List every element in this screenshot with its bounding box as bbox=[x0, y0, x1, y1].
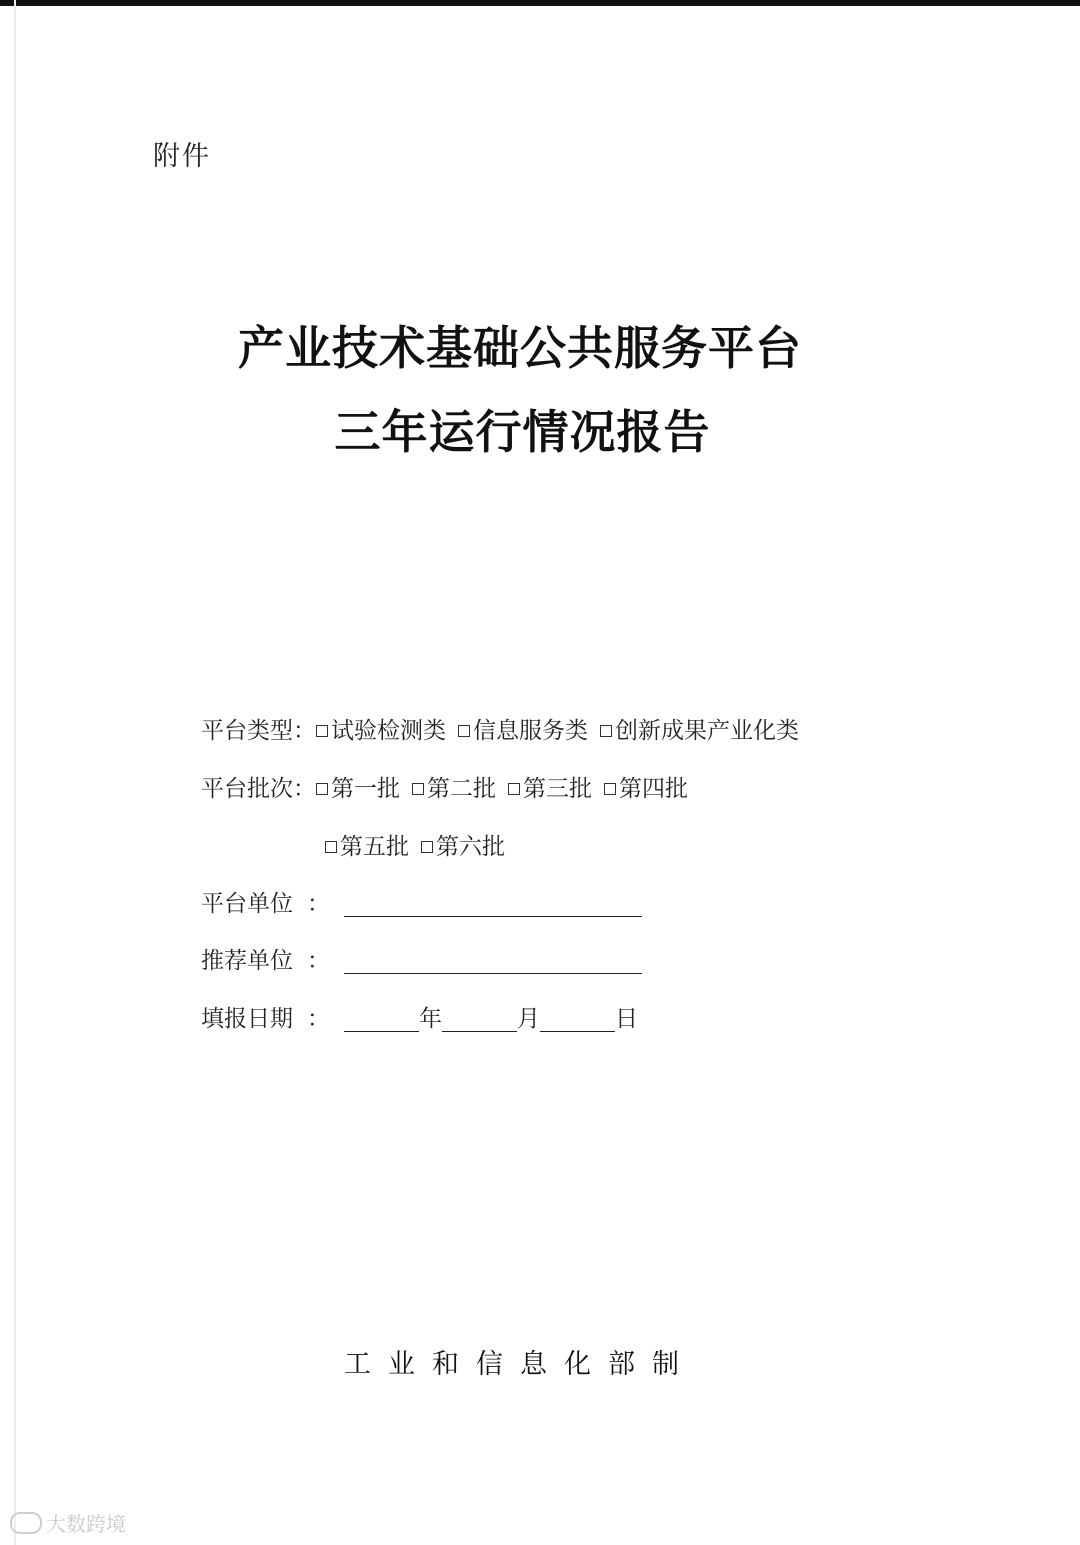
document-title-line-2: 三年运行情况报告 bbox=[334, 405, 711, 459]
month-field[interactable] bbox=[442, 1007, 517, 1032]
recommend-unit-row: 推荐单位 ： bbox=[201, 942, 642, 975]
platform-unit-field[interactable] bbox=[344, 892, 642, 917]
scan-top-edge bbox=[0, 0, 1080, 6]
month-label: 月 bbox=[517, 1006, 540, 1032]
recommend-unit-label: 推荐单位 bbox=[201, 948, 293, 974]
document-title-line-1: 产业技术基础公共服务平台 bbox=[238, 321, 802, 375]
platform-type-label: 平台类型： bbox=[201, 718, 316, 744]
checkbox-option[interactable]: 第六批 bbox=[421, 828, 505, 861]
checkbox-option[interactable]: 试验检测类 bbox=[316, 712, 446, 745]
day-field[interactable] bbox=[540, 1007, 615, 1032]
platform-batch-row bbox=[201, 770, 700, 803]
checkbox-icon[interactable] bbox=[508, 783, 520, 795]
checkbox-icon[interactable] bbox=[325, 841, 337, 853]
checkbox-icon[interactable] bbox=[600, 725, 612, 737]
recommend-unit-field[interactable] bbox=[344, 949, 642, 974]
watermark: 大数跨境 bbox=[10, 1508, 126, 1537]
checkbox-icon[interactable] bbox=[316, 783, 328, 795]
platform-unit-label: 平台单位 bbox=[201, 891, 293, 917]
checkbox-option[interactable]: 第一批 bbox=[316, 770, 400, 803]
platform-type-row bbox=[201, 712, 811, 745]
checkbox-option[interactable]: 第五批 bbox=[325, 828, 409, 861]
checkbox-option[interactable]: 第二批 bbox=[412, 770, 496, 803]
checkbox-icon[interactable] bbox=[458, 725, 470, 737]
checkbox-option[interactable]: 第四批 bbox=[604, 770, 688, 803]
checkbox-icon[interactable] bbox=[421, 841, 433, 853]
checkbox-option[interactable]: 信息服务类 bbox=[458, 712, 588, 745]
year-field[interactable] bbox=[344, 1007, 419, 1032]
watermark-logo-icon bbox=[10, 1512, 42, 1534]
fill-date-row: 填报日期 ： 年 月 日 bbox=[201, 1000, 638, 1033]
checkbox-option[interactable]: 第三批 bbox=[508, 770, 592, 803]
fill-date-label: 填报日期 bbox=[201, 1006, 293, 1032]
platform-batch-label: 平台批次： bbox=[201, 776, 316, 802]
day-label: 日 bbox=[615, 1006, 638, 1032]
issuer-footer: 工业和信息化部制 bbox=[344, 1349, 696, 1380]
scan-left-edge bbox=[14, 0, 16, 1545]
platform-unit-row: 平台单位 ： bbox=[201, 885, 642, 918]
checkbox-icon[interactable] bbox=[412, 783, 424, 795]
checkbox-icon[interactable] bbox=[604, 783, 616, 795]
attachment-label: 附件 bbox=[153, 141, 211, 172]
platform-batch-row-2 bbox=[325, 828, 517, 861]
checkbox-icon[interactable] bbox=[316, 725, 328, 737]
checkbox-option[interactable]: 创新成果产业化类 bbox=[600, 712, 799, 745]
year-label: 年 bbox=[419, 1006, 442, 1032]
